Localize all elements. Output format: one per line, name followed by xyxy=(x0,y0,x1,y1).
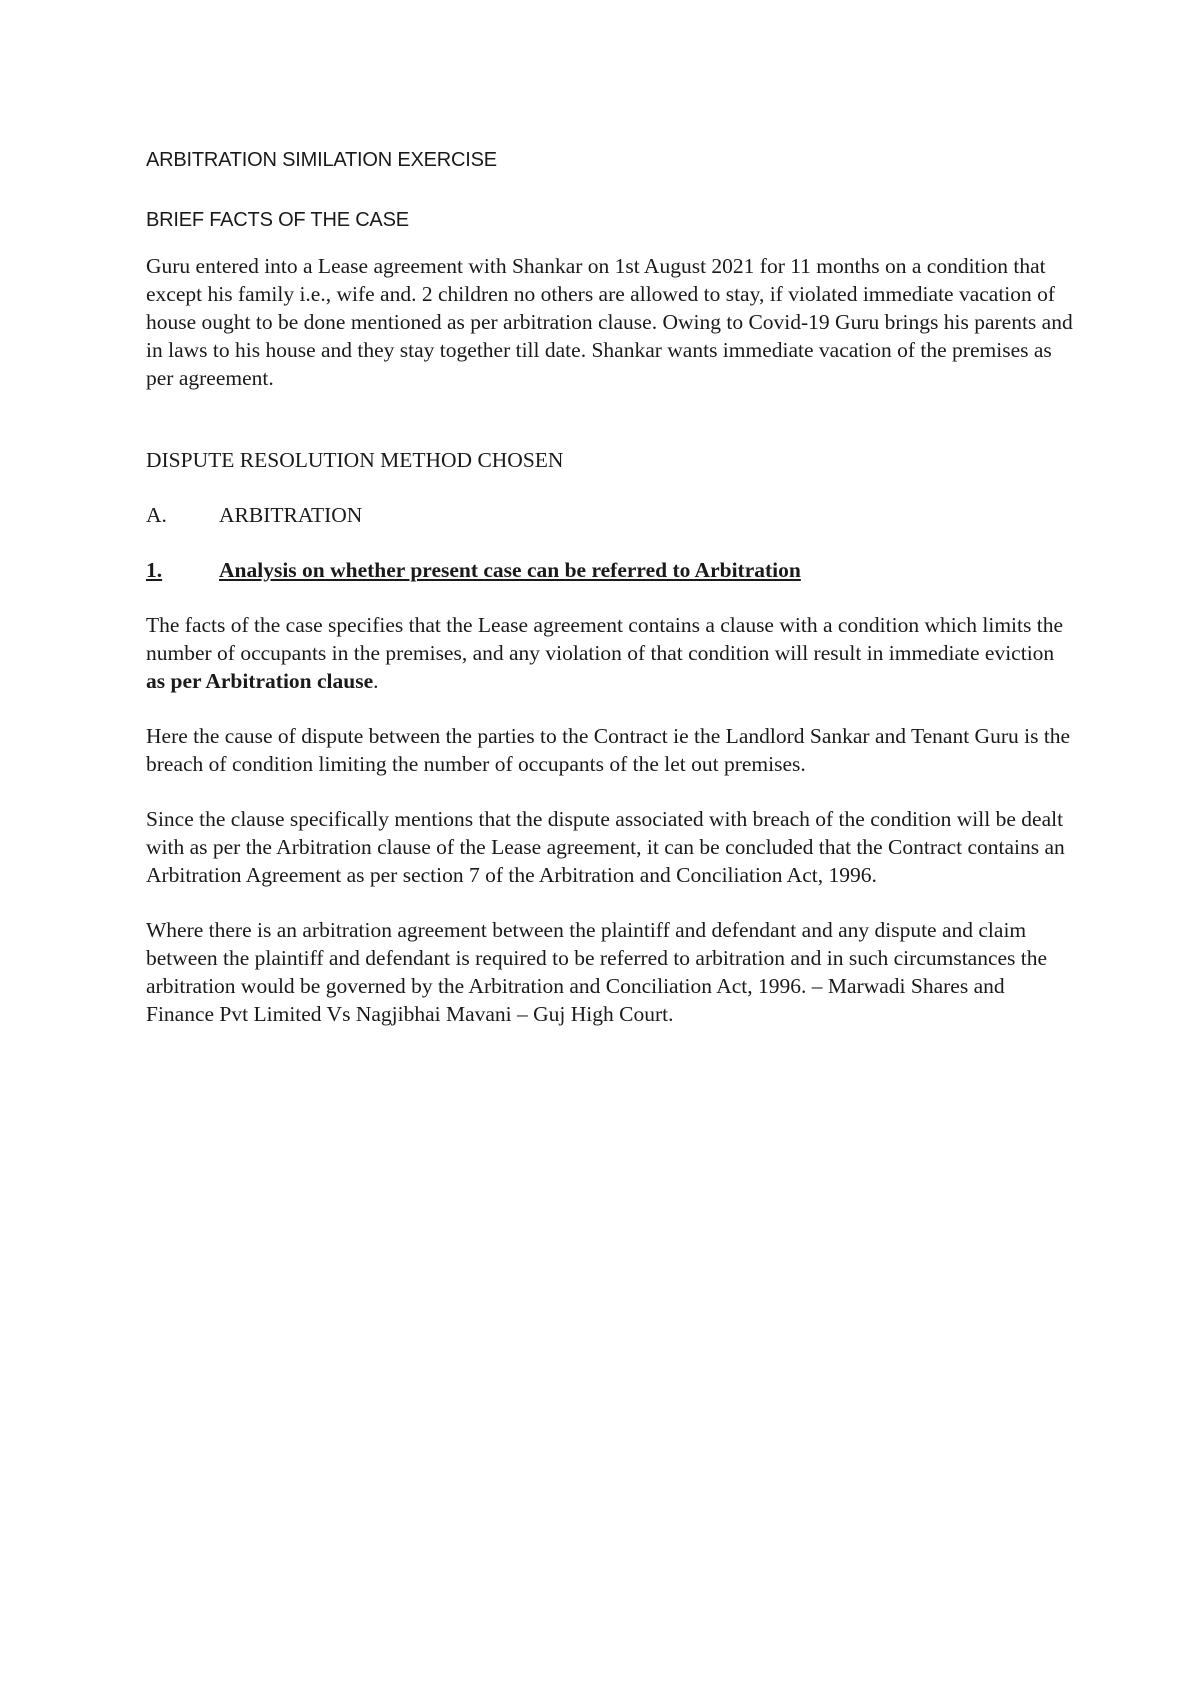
analysis-paragraph-2: Here the cause of dispute between the parties to the Contract ie the Landlord Sankar and Tenant Guru is the breach of condition limiting the number of occupants of the let out premises. xyxy=(146,724,1071,776)
analysis-paragraph-4: Where there is an arbitration agreement between the plaintiff and defendant and any dispute and claim between the plaintiff and defendant is required to be referred to arbitration and in such circumstances the arbitration would be governed by the Arbitration and Conciliation Act, 1996. – Marwadi Shares and Finance Pvt Limited Vs Nagjibhai Mavani – Guj High Court. xyxy=(146,918,1048,1026)
document-title: ARBITRATION SIMILATION EXERCISE xyxy=(146,149,497,171)
analysis-paragraph-1-text: The facts of the case specifies that the Lease agreement contains a clause with a condition which limits the number of occupants in the premises, and any violation of that condition will result in immediate eviction xyxy=(146,613,1063,665)
brief-facts-heading: BRIEF FACTS OF THE CASE xyxy=(146,209,409,231)
list-item-a-text: ARBITRATION xyxy=(219,503,363,527)
analysis-paragraph-3: Since the clause specifically mentions that the dispute associated with breach of the condition will be dealt with as per the Arbitration clause of the Lease agreement, it can be concluded that the Contract contains an Arbitration Agreement as per section 7 of the Arbitration and Conciliation Act, 1996. xyxy=(146,807,1065,887)
analysis-paragraph-1 xyxy=(146,611,1076,695)
brief-facts-paragraph: Guru entered into a Lease agreement with Shankar on 1st August 2021 for 11 months on a condition that except his family i.e., wife and. 2 children no others are allowed to stay, if violated immediate vacation of house ought to be done mentioned as per arbitration clause. Owing to Covid-19 Guru brings his parents and in laws to his house and they stay together till date. Shankar wants immediate vacation of the premises as per agreement. xyxy=(146,254,1073,390)
numbered-marker-1: 1. xyxy=(146,558,163,582)
list-marker-a: A. xyxy=(146,503,167,527)
list-item-a xyxy=(146,501,1076,529)
numbered-heading-1 xyxy=(146,556,1076,584)
numbered-heading-1-text: Analysis on whether present case can be referred to Arbitration xyxy=(219,558,801,582)
document-body xyxy=(146,146,1076,1055)
analysis-paragraph-1-end: . xyxy=(373,669,379,693)
dispute-method-heading: DISPUTE RESOLUTION METHOD CHOSEN xyxy=(146,448,564,472)
analysis-paragraph-1-bold: as per Arbitration clause xyxy=(146,669,374,693)
